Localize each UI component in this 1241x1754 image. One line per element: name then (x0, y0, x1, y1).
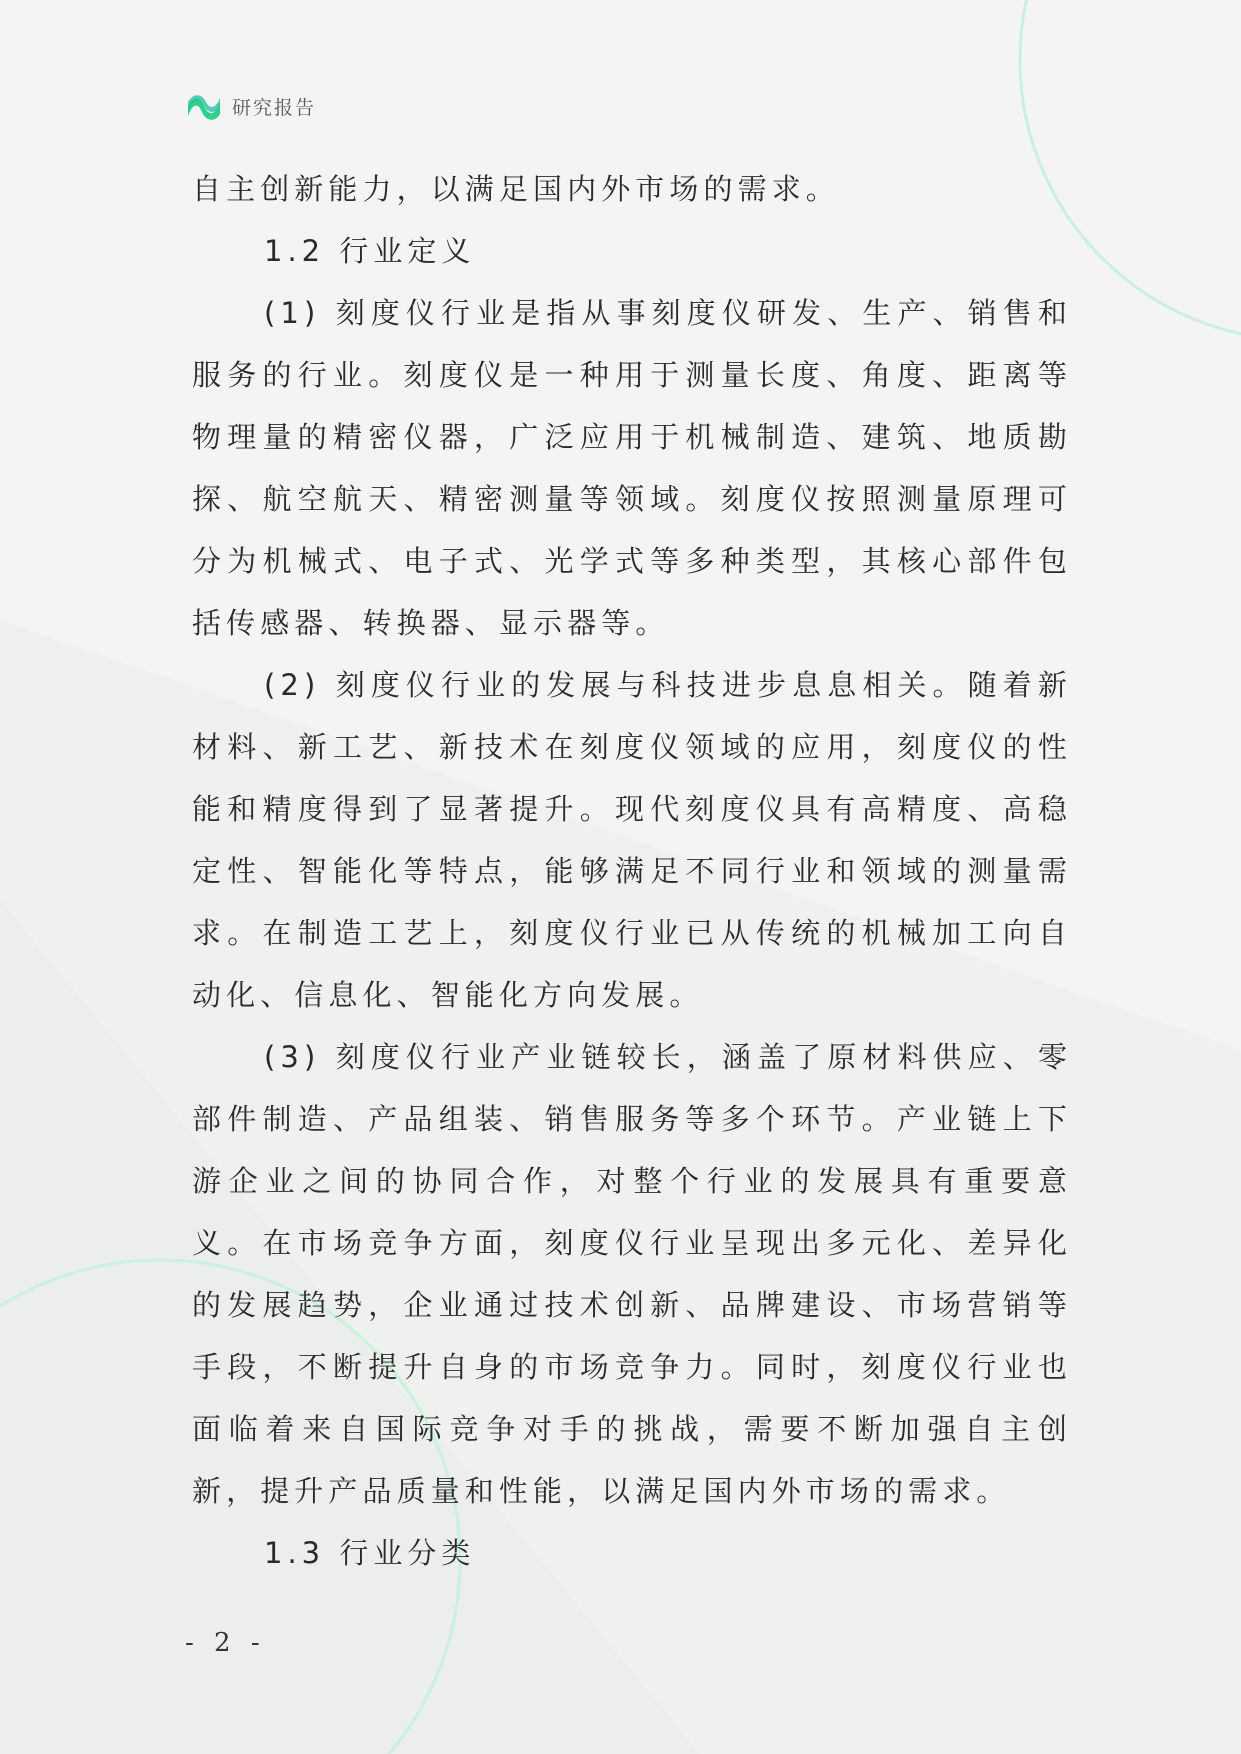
paragraph-3: (3) 刻度仪行业产业链较长，涵盖了原材料供应、零部件制造、产品组装、销售服务等多个环节。产业链上下游企业之间的协同合作，对整个行业的发展具有重要意义。在市场竞争方面，刻度仪行业呈现出多元化、差异化的发展趋势，企业通过技术创新、品牌建设、市场营销等手段，不断提升自身的市场竞争力。同时，刻度仪行业也面临着来自国际竞争对手的挑战，需要不断加强自主创新，提升产品质量和性能，以满足国内外市场的需求。 (192, 1040, 1072, 1508)
header-label: 研究报告 (232, 96, 317, 119)
paragraph-1: (1) 刻度仪行业是指从事刻度仪研发、生产、销售和服务的行业。刻度仪是一种用于测量长度、角度、距离等物理量的精密仪器，广泛应用于机械制造、建筑、地质勘探、航空航天、精密测量等领域。刻度仪按照测量原理可分为机械式、电子式、光学式等多种类型，其核心部件包括传感器、转换器、显示器等。 (192, 296, 1072, 640)
lead-paragraph: 自主创新能力，以满足国内外市场的需求。 (192, 172, 840, 206)
section-heading-1-2: 1.2 行业定义 (264, 234, 476, 268)
page-number: - 2 - (185, 1628, 266, 1658)
document-body (192, 158, 1072, 1584)
paragraph-2: (2) 刻度仪行业的发展与科技进步息息相关。随着新材料、新工艺、新技术在刻度仪领域的应用，刻度仪的性能和精度得到了显著提升。现代刻度仪具有高精度、高稳定性、智能化等特点，能够满足不同行业和领域的测量需求。在制造工艺上，刻度仪行业已从传统的机械加工向自动化、信息化、智能化方向发展。 (192, 668, 1072, 1012)
page-header (186, 88, 316, 124)
section-heading-1-3: 1.3 行业分类 (264, 1536, 476, 1570)
green-wave-logo-icon (186, 88, 222, 124)
